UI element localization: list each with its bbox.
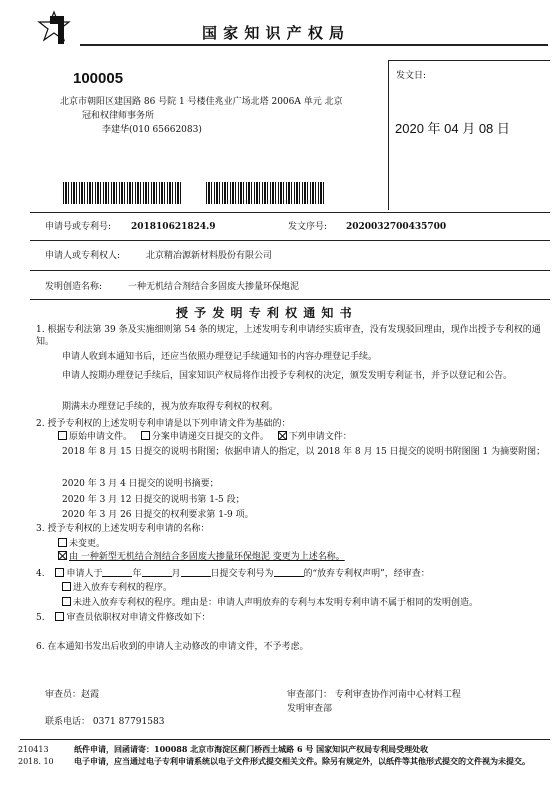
para-4: [36, 567, 430, 580]
app-no-label: 申请号或专利号:: [45, 222, 112, 232]
issue-date: 2020 年 04 月 08 日: [395, 121, 510, 136]
footer-note-electronic: 电子申请，应当通过电子专利申请系统以电子文件形式提交相关文件。除另有规定外，以纸件等其他形式提交的文件视为未提交。: [74, 756, 530, 766]
contact-person: 李建华(010 65662083): [102, 125, 202, 135]
applicant-label: 申请人或专利权人:: [45, 251, 121, 261]
waiver-day-blank: [181, 567, 211, 577]
footer-note-paper: 纸件申请，回函请寄：100088 北京市海淀区蓟门桥西土城路 6 号 国家知识产权局专利局受理处收: [74, 744, 429, 754]
form-version: 2018. 10: [18, 757, 54, 766]
invention-title-value: 一种无机结合剂结合多固废大掺量环保炮泥: [128, 282, 300, 292]
barcode-left: [63, 182, 181, 204]
checkbox-following-docs[interactable]: [278, 431, 287, 440]
checkbox-name-unchanged[interactable]: [58, 538, 67, 547]
waiver-text-d: 日提交专利号为: [210, 569, 274, 579]
option-name-changed: 由 一种新型无机结合剂结合多固废大掺量环保炮泥 变更为上述名称。: [69, 552, 345, 562]
option-divisional-docs: 分案申请递交日提交的文件。: [151, 432, 269, 442]
option-waiver-enter: 进入放弃专利权的程序。: [73, 583, 173, 593]
date-label: 发文日:: [396, 71, 427, 81]
option-original-docs: 原始申请文件。: [69, 432, 133, 442]
header-rule: [80, 44, 548, 46]
checkbox-divisional-docs[interactable]: [141, 431, 150, 440]
doc-no-value: 2020032700435700: [346, 222, 447, 232]
date-box-border: [388, 60, 389, 210]
para-1a: 申请人收到本通知书后，还应当依照办理登记手续通知书的内容办理登记手续。: [62, 352, 378, 362]
applicant-value: 北京精冶源新材料股份有限公司: [146, 251, 273, 261]
option-following-docs: 下列申请文件：: [288, 432, 352, 442]
waiver-text-e: 的“放弃专利权声明”，经审查：: [303, 569, 430, 579]
examining-dept-line-1: 审查部门： 专利审查协作河南中心材料工程: [287, 690, 461, 700]
name-unchanged: [58, 538, 105, 550]
form-code: 210413: [18, 745, 49, 754]
app-no-value: 201810621824.9: [131, 222, 216, 232]
doc-line-2: 2020 年 3 月 4 日提交的说明书摘要；: [62, 479, 219, 489]
para-5-number: 5.: [36, 613, 45, 623]
option-examiner-amend: 审查员依职权对申请文件修改如下：: [66, 613, 211, 623]
address-line-1: 北京市朝阳区建国路 86 号院 1 号楼佳兆业广场北塔 2006A 单元 北京: [60, 97, 343, 107]
office-name: 国 家 知 识 产 权 局: [202, 25, 346, 42]
name-changed: [58, 551, 345, 563]
option-name-unchanged: 未变更。: [69, 539, 106, 549]
checkbox-examiner-amend[interactable]: [55, 612, 64, 621]
contact-phone: 联系电话： 0371 87791583: [45, 717, 165, 727]
para-1b: 申请人按期办理登记手续后，国家知识产权局将作出授予专利权的决定，颁发发明专利证书，并予以登记和公告。: [62, 371, 513, 381]
waiver-text-a: 申请人于: [66, 569, 103, 579]
waiver-not-enter: [62, 597, 478, 609]
option-waiver-not-enter: 未进入放弃专利权的程序。理由是：申请人声明放弃的专利与本发明专利申请不属于相同的发明创造。: [73, 598, 479, 608]
para-5: [36, 612, 210, 624]
examiner: 审查员：赵霞: [45, 690, 100, 700]
waiver-enter: [62, 582, 172, 594]
postcode: 100005: [73, 70, 124, 87]
checkbox-original-docs[interactable]: [58, 431, 67, 440]
waiver-year-blank: [102, 567, 132, 577]
waiver-text-b: 年: [132, 569, 142, 579]
checkbox-waiver[interactable]: [55, 568, 64, 577]
checkbox-waiver-not-enter[interactable]: [62, 597, 71, 606]
doc-line-4: 2020 年 3 月 26 日提交的权利要求第 1-9 项。: [62, 510, 254, 520]
para-2-options: [58, 431, 352, 443]
doc-line-3: 2020 年 3 月 12 日提交的说明书第 1-5 段；: [62, 495, 245, 505]
waiver-month-blank: [142, 567, 172, 577]
waiver-text-c: 月: [171, 569, 181, 579]
para-4-number: 4.: [36, 569, 45, 579]
cnipa-logo: [36, 10, 72, 46]
invention-title-label: 发明创造名称:: [45, 282, 103, 292]
waiver-patent-no-blank: [274, 567, 304, 577]
barcode-right: [206, 182, 324, 204]
examining-dept-line-2: 发明审查部: [287, 704, 333, 714]
para-1c: 期满未办理登记手续的，视为放弃取得专利权的权利。: [62, 402, 279, 412]
doc-no-label: 发文序号:: [288, 222, 328, 232]
address-line-2: 冠和权律师事务所: [82, 111, 155, 121]
para-6: 6. 在本通知书发出后收到的申请人主动修改的申请文件，不予考虑。: [36, 642, 309, 652]
doc-line-1: 2018 年 8 月 15 日提交的说明书附图；依据申请人的指定，以 2018 年 8 月 15 日提交的说明书附图图 1 为摘要附图；: [62, 447, 546, 457]
notice-title: 授 予 发 明 专 利 权 通 知 书: [176, 306, 353, 320]
checkbox-name-changed[interactable]: [58, 551, 67, 560]
para-3: 3. 授予专利权的上述发明专利申请的名称：: [36, 524, 210, 534]
para-1: 1. 根据专利法第 39 条及实施细则第 54 条的规定，上述发明专利申请经实质审查，没有发现驳回理由，现作出授予专利权的通知。: [36, 325, 541, 347]
checkbox-waiver-enter[interactable]: [62, 582, 71, 591]
para-2: 2. 授予专利权的上述发明专利申请是以下列申请文件为基础的：: [36, 419, 291, 429]
